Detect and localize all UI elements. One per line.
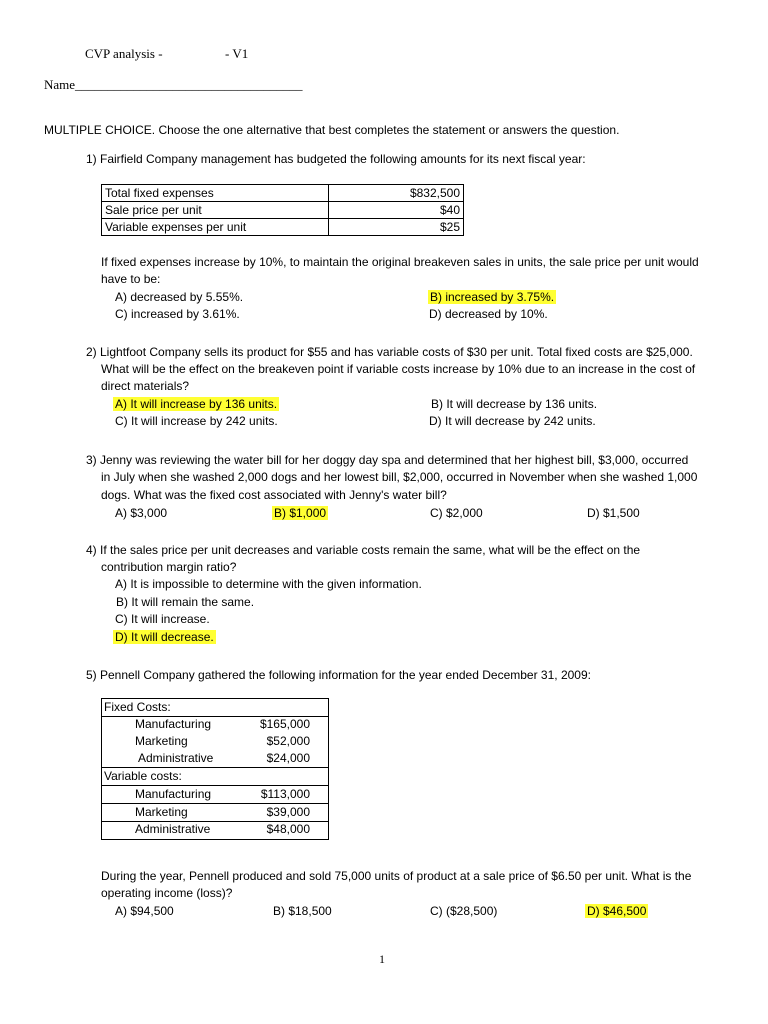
q5-question-line1: During the year, Pennell produced and sold 75,000 units of product at a sale price of $6.50 per unit. What is the [101, 869, 692, 883]
cost-label: Manufacturing [135, 717, 212, 731]
q2-line2: What will be the effect on the breakeven point if variable costs increase by 10% due to an increase in the cost of [101, 362, 696, 376]
q4-line1: 4) If the sales price per unit decreases and variable costs remain the same, what will be the effect on the [86, 543, 641, 557]
name-line: Name___________________________________ [44, 77, 303, 92]
answer-highlight: B) $1,000 [274, 506, 327, 520]
q1-table [101, 184, 464, 236]
table-row [102, 185, 464, 202]
doc-title-version: - V1 [225, 46, 249, 61]
table-row [102, 219, 464, 236]
q1-question-line1: If fixed expenses increase by 10%, to maintain the original breakeven sales in units, the sale price per unit would [101, 255, 699, 269]
answer-highlight: D) It will decrease. [115, 630, 214, 644]
q5-option-b[interactable]: B) $18,500 [273, 904, 332, 918]
answer-highlight: B) increased by 3.75%. [430, 290, 555, 304]
q2-line1: 2) Lightfoot Company sells its product for $55 and has variable costs of $30 per unit. Total fixed costs are $25,000. [86, 345, 693, 359]
q1-stem: 1) Fairfield Company management has budgeted the following amounts for its next fiscal year: [86, 152, 586, 166]
cost-value: $165,000 [259, 717, 310, 731]
q5-question-line2: operating income (loss)? [101, 886, 233, 900]
q5-cost-table [101, 698, 329, 840]
cost-value: $39,000 [266, 805, 310, 819]
cost-label: Manufacturing [135, 787, 212, 801]
table-row [102, 804, 328, 822]
table-row [102, 699, 328, 717]
table-row [102, 786, 328, 804]
q3-line1: 3) Jenny was reviewing the water bill for her doggy day spa and determined that her highest bill, $3,000, occurred [86, 453, 689, 467]
table-row [102, 750, 328, 768]
q2-option-d[interactable]: D) It will decrease by 242 units. [429, 414, 596, 428]
q1-row-label: Variable expenses per unit [102, 219, 329, 236]
cost-value: $24,000 [266, 751, 310, 765]
q4-option-b[interactable]: B) It will remain the same. [116, 595, 255, 609]
cost-label: Marketing [135, 805, 188, 819]
q3-option-b[interactable] [274, 506, 328, 520]
q1-row-label: Sale price per unit [102, 202, 329, 219]
instructions: MULTIPLE CHOICE. Choose the one alternative that best completes the statement or answers the question. [44, 123, 620, 137]
variable-costs-header: Variable costs: [104, 769, 182, 783]
cost-value: $48,000 [266, 822, 310, 836]
cost-label: Administrative [138, 751, 214, 765]
q3-option-d[interactable]: D) $1,500 [587, 506, 640, 520]
answer-highlight: D) $46,500 [587, 904, 647, 918]
answer-highlight: A) It will increase by 136 units. [115, 397, 278, 411]
q1-row-value: $832,500 [329, 185, 464, 202]
q3-option-c[interactable]: C) $2,000 [430, 506, 483, 520]
table-row [102, 202, 464, 219]
page-number: 1 [379, 952, 385, 966]
q3-line3: dogs. What was the fixed cost associated with Jenny's water bill? [101, 488, 447, 502]
table-row [102, 733, 328, 750]
q1-option-d[interactable]: D) decreased by 10%. [429, 307, 548, 321]
q4-option-d[interactable] [115, 630, 216, 644]
cost-value: $113,000 [260, 787, 310, 801]
table-row [102, 821, 328, 838]
q5-option-d[interactable] [587, 904, 648, 918]
cost-label: Marketing [135, 734, 188, 748]
q1-option-a[interactable]: A) decreased by 5.55%. [115, 290, 244, 304]
q1-option-c[interactable]: C) increased by 3.61%. [115, 307, 240, 321]
q2-option-b[interactable]: B) It will decrease by 136 units. [431, 397, 598, 411]
q3-option-a[interactable]: A) $3,000 [115, 506, 168, 520]
q5-stem: 5) Pennell Company gathered the following information for the year ended December 31, 2009: [86, 668, 591, 682]
table-row [102, 716, 328, 733]
q4-line2: contribution margin ratio? [101, 560, 237, 574]
cost-value: $52,000 [266, 734, 310, 748]
q3-line2: in July when she washed 2,000 dogs and her lowest bill, $2,000, occurred in November when she washed 1,000 [101, 470, 698, 484]
doc-title-left: CVP analysis - [85, 46, 163, 61]
q4-option-a[interactable]: A) It is impossible to determine with the given information. [115, 577, 422, 591]
cost-label: Administrative [135, 822, 211, 836]
q1-row-value: $40 [329, 202, 464, 219]
q2-option-c[interactable]: C) It will increase by 242 units. [115, 414, 278, 428]
q1-option-b[interactable] [430, 290, 556, 304]
q5-option-c[interactable]: C) ($28,500) [430, 904, 498, 918]
fixed-costs-header: Fixed Costs: [104, 700, 171, 714]
q5-option-a[interactable]: A) $94,500 [115, 904, 174, 918]
q2-line3: direct materials? [101, 379, 190, 393]
q1-row-value: $25 [329, 219, 464, 236]
q1-question-line2: have to be: [101, 272, 161, 286]
table-row [102, 768, 328, 786]
q4-option-c[interactable]: C) It will increase. [115, 612, 210, 626]
q1-row-label: Total fixed expenses [102, 185, 329, 202]
q2-option-a[interactable] [115, 397, 279, 411]
